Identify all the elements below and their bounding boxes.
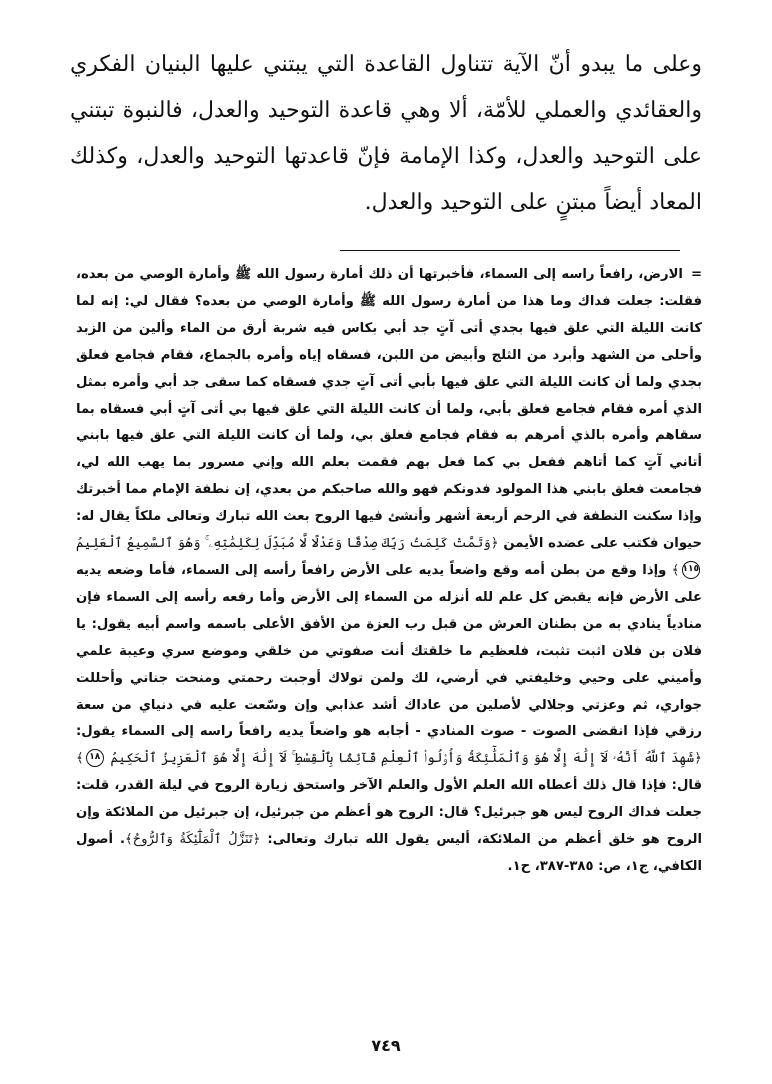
- footnote-source: . أصول الكافي، ج١، ص: ٣٨٥-٣٨٧، ح١.: [76, 832, 702, 874]
- footnote-part-2: وإذا وقع من بطن أمه وقع واضعاً يديه على الأرض رافعاً رأسه إلى السماء، فأما وضعه يديه على الأرض فإنه يقبض كل علم لله أنزله من السماء إلى الأرض وأما رفعه رأسه إلى السماء فإن منادياً ينادي به من بطنان العرش من قبل رب العزة من الأفق الأعلى باسمه واسم أبيه يقول: يا فلان بن فلان اثبت تثبت، فلعظيم ما خلقتك أنت صفوتي من خلقي وموضع سري وعيبة علمي وأميني على وحيي وخليفتي في أرضي، لك ولمن تولاك أوجبت رحمتي ومنحت جناني وأحللت جواري، ثم وعزتي وجلالي لأصلين من عاداك أشد عذابي وإن وسّعت عليه في دنياي من سعة رزقي فإذا انقضى الصوت - صوت المنادي - أجابه هو واضعاً يديه رافعاً راسه إلى السماء يقول:: [76, 562, 702, 740]
- main-paragraph: وعلى ما يبدو أنّ الآية تتناول القاعدة التي يبتني عليها البنيان الفكري والعقائدي والعملي للأمّة، ألا وهي قاعدة التوحيد والعدل، فالنبوة تبتني على التوحيد والعدل، وكذا الإمامة فإنّ قاعدتها التوحيد والعدل، وكذلك المعاد أيضاً مبتنٍ على التوحيد والعدل.: [70, 52, 702, 215]
- footnote-continuation-marker: =: [690, 267, 702, 282]
- quran-verse-3: ﴿تَنَزَّلُ ٱلْمَلَٰٓئِكَةُ وَٱلرُّوحُ﴾: [124, 832, 261, 848]
- quran-verse-2-close: ﴾: [76, 751, 84, 767]
- page-number: ٧٤٩: [371, 1036, 401, 1055]
- quran-verse-1-close: ﴾: [671, 562, 680, 578]
- ayah-number-1: ١١٥: [682, 561, 700, 579]
- ayah-number-2: ١٨: [86, 749, 104, 767]
- quran-verse-1: ﴿وَتَمَّتْ كَلِمَتُ رَبِّكَ صِدْقًا وَعَدْلًا لَّا مُبَدِّلَ لِكَلِمَٰتِهِۦ ۚ وَهُوَ ٱلسَّمِيعُ ٱلْعَلِيمُ: [76, 536, 499, 552]
- footnote-text: [76, 262, 702, 881]
- footnote-part-1: الارض، رافعاً راسه إلى السماء، فأخبرتها أن ذلك أمارة رسول الله ﷺ وأمارة الوصي من بعده، فقلت: جعلت فداك وما هذا من أمارة رسول الله ﷺ وأمارة الوصي من بعده؟ فقال لي: إنه لما كانت الليلة التي علق فيها بجدي أتى آتٍ جد أبي بكاس فيه شربة أرق من الماء وألين من الزبد وأحلى من الشهد وأبرد من الثلج وأبيض من اللبن، فسقاه إياه وأمره بالجماع، فقام فجامع فعلق بجدي ولما أن كانت الليلة التي علق فيها بأبي أتى آتٍ جدي فسقاه كما سقى جد أبي وأمره بمثل الذي أمره فقام فجامع فعلق بأبي، ولما أن كانت الليلة التي علق فيها بي أتى آتٍ أبي فسقاه بما سقاهم وأمره بالذي أمرهم به فقام فجامع فعلق بي، ولما أن كانت الليلة التي علق فيها بابني أتاني آتٍ كما أتاهم ففعل بي كما فعل بهم فقمت بعلم الله وإني مسرور بما يهب الله لي، فجامعت فعلق بابني هذا المولود فدونكم فهو والله صاحبكم من بعدي، إن نطفة الإمام مما أخبرتك وإذا سكنت النطفة في الرحم أربعة أشهر وأنشئ فيها الروح بعث الله تبارك وتعالى ملكاً يقال له: حيوان فكتب على عضده الأيمن: [76, 267, 702, 552]
- footnote-separator: [340, 250, 680, 251]
- footnote-part-3: قال: فإذا قال ذلك أعطاه الله العلم الأول والعلم الآخر واستحق زيارة الروح في ليلة القدر، قلت: جعلت فداك الروح ليس هو جبرئيل؟ قال: الروح هو أعظم من جبرئيل، إن جبرئيل من الملائكة وإن الروح هو خلق أعظم من الملائكة، أليس يقول الله تبارك وتعالى:: [76, 778, 703, 848]
- quran-verse-2: ﴿شَهِدَ ٱللَّهُ أَنَّهُۥ لَآ إِلَٰهَ إِلَّا هُوَ وَٱلْمَلَٰٓئِكَةُ وَأُو۟لُوا۟ ٱلْعِلْمِ قَآئِمًۢا بِٱلْقِسْطِ ۚ لَآ إِلَٰهَ إِلَّا هُوَ ٱلْعَزِيزُ ٱلْحَكِيمُ: [110, 751, 702, 767]
